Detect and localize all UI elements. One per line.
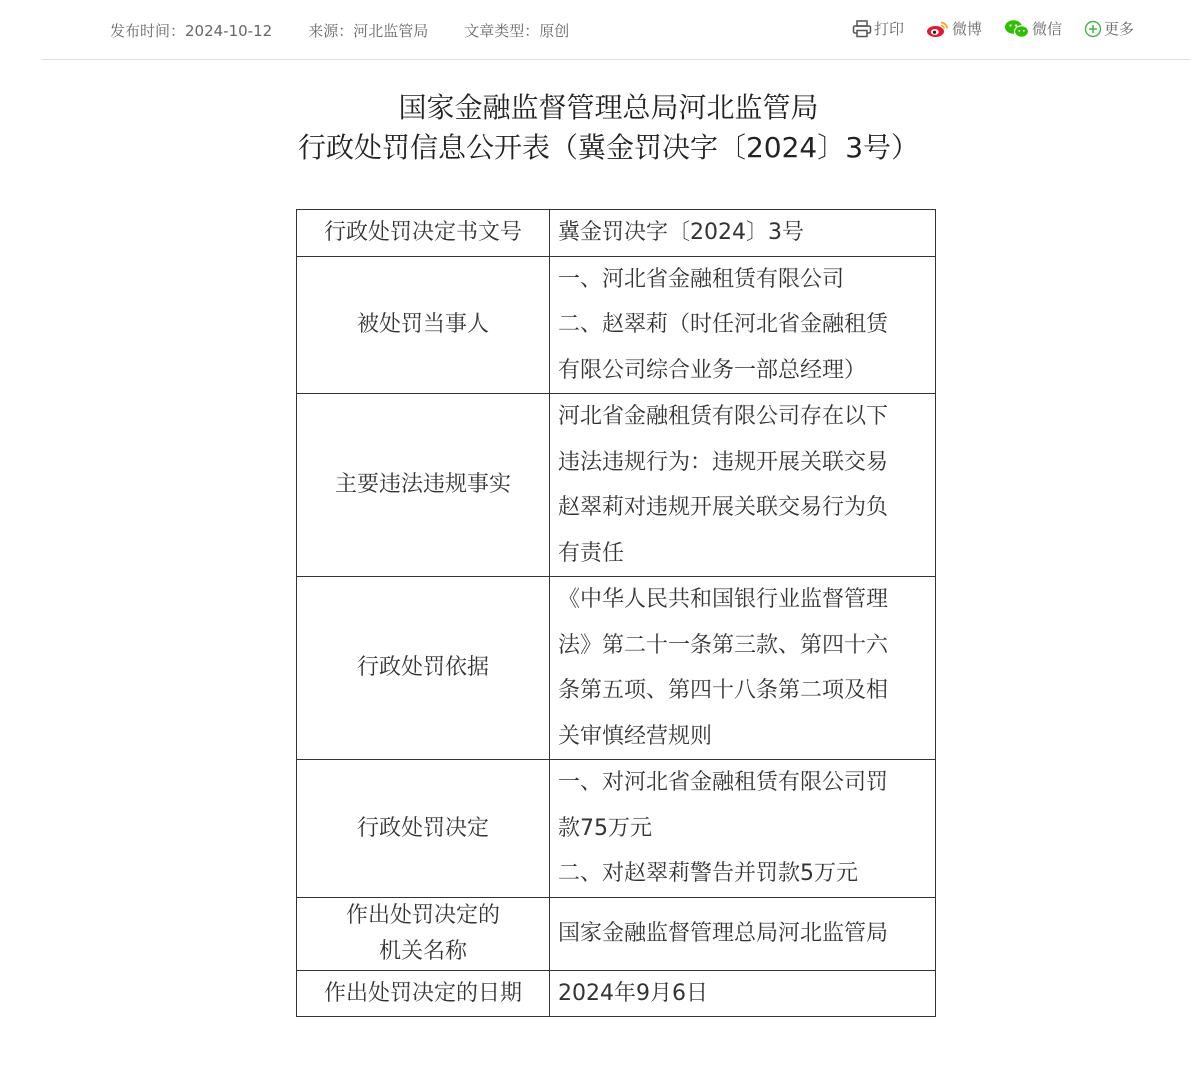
value-line: 款75万元 — [558, 815, 652, 841]
label-line: 机关名称 — [378, 938, 467, 964]
wechat-icon — [1004, 19, 1030, 39]
value-line: 有限公司综合业务一部总经理） — [558, 357, 867, 383]
weibo-label: 微博 — [951, 20, 982, 38]
row-label — [297, 970, 550, 1017]
row-label — [297, 897, 550, 970]
article-type: 文章类型：原创 — [464, 22, 570, 40]
value-line: 一、河北省金融租赁有限公司 — [558, 266, 845, 292]
row-label — [297, 210, 550, 257]
row-label — [297, 577, 550, 760]
plus-circle-icon — [1084, 20, 1102, 38]
value-line: 河北省金融租赁有限公司存在以下 — [558, 404, 889, 429]
document-title — [0, 88, 1197, 168]
article-meta — [110, 20, 569, 41]
title-line-2: 行政处罚信息公开表（冀金罚决字〔2024〕3号） — [297, 131, 920, 164]
row-value — [550, 760, 936, 898]
row-value — [550, 970, 936, 1017]
print-label: 打印 — [873, 20, 904, 38]
source: 来源：河北监管局 — [308, 22, 429, 40]
value-line: 冀金罚决字〔2024〕3号 — [558, 220, 804, 245]
share-toolbar — [852, 18, 1134, 39]
article-meta-bar — [42, 0, 1190, 60]
value-line: 关审慎经营规则 — [558, 723, 713, 749]
table-row-penalty-decision — [297, 760, 936, 898]
printer-icon — [852, 20, 872, 38]
label-line: 行政处罚依据 — [356, 655, 489, 681]
value-line: 法》第二十一条第三款、第四十六 — [558, 632, 889, 658]
wechat-share-button[interactable] — [1004, 18, 1062, 39]
table-row-legal-basis — [297, 577, 936, 760]
value-line: 赵翠莉对违规开展关联交易行为负 — [558, 495, 889, 520]
value-line: 有责任 — [558, 540, 625, 566]
wechat-label: 微信 — [1031, 20, 1062, 38]
more-label: 更多 — [1103, 20, 1134, 38]
value-line: 2024年9月6日 — [558, 980, 708, 1006]
row-label — [297, 256, 550, 394]
penalty-info-table — [296, 209, 936, 1017]
row-value — [550, 897, 936, 970]
table-row-decision-number — [297, 210, 936, 257]
weibo-share-button[interactable] — [926, 18, 982, 39]
label-line: 作出处罚决定的 — [345, 902, 500, 928]
more-share-button[interactable] — [1084, 18, 1134, 39]
row-value — [550, 577, 936, 760]
row-label — [297, 394, 550, 577]
table-row-authority-name — [297, 897, 936, 970]
value-line: 《中华人民共和国银行业监督管理 — [558, 587, 889, 612]
table-row-penalized-party — [297, 256, 936, 394]
value-line: 违法违规行为：违规开展关联交易 — [558, 449, 889, 475]
value-line: 二、赵翠莉（时任河北省金融租赁 — [558, 312, 889, 337]
value-line: 二、对赵翠莉警告并罚款5万元 — [558, 861, 858, 886]
row-value — [550, 256, 936, 394]
value-line: 条第五项、第四十八条第二项及相 — [558, 678, 889, 703]
weibo-icon — [926, 20, 950, 38]
value-line: 一、对河北省金融租赁有限公司罚 — [558, 770, 889, 795]
row-label — [297, 760, 550, 898]
row-value — [550, 210, 936, 257]
label-line: 被处罚当事人 — [356, 312, 489, 337]
label-line: 主要违法违规事实 — [334, 472, 511, 498]
label-line: 行政处罚决定书文号 — [323, 220, 522, 245]
title-line-1: 国家金融监督管理总局河北监管局 — [398, 91, 819, 124]
table-row-violation-facts — [297, 394, 936, 577]
label-line: 行政处罚决定 — [356, 815, 489, 841]
print-button[interactable] — [852, 18, 904, 39]
publish-date: 发布时间：2024-10-12 — [110, 22, 273, 40]
value-line: 国家金融监督管理总局河北监管局 — [558, 920, 889, 946]
row-value — [550, 394, 936, 577]
table-row-decision-date — [297, 970, 936, 1017]
label-line: 作出处罚决定的日期 — [323, 980, 522, 1006]
